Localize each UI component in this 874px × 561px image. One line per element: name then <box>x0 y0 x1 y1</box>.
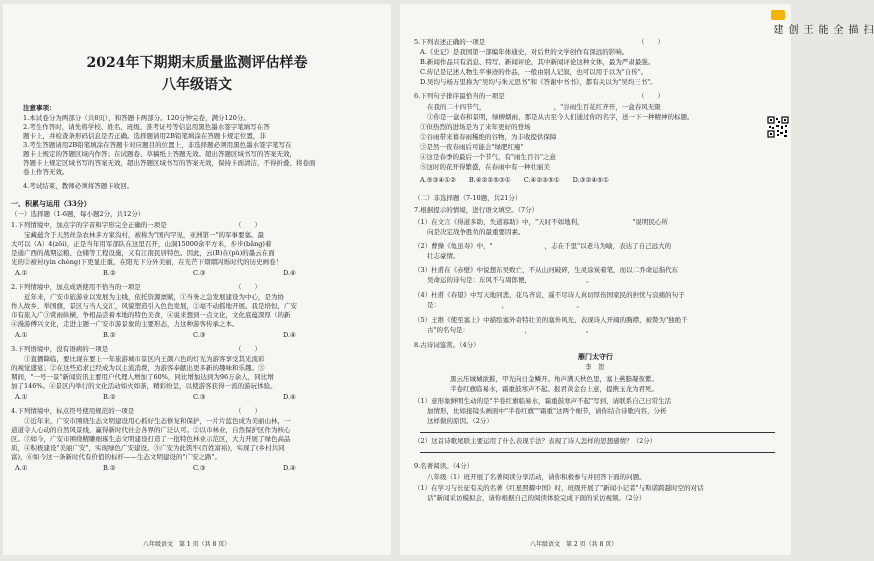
question-6-text: ①你是一盒春和景明，绿柳烟雨，那是从古至今人们通过你的名字，送一下一种精神的标题。 <box>414 113 694 121</box>
question-8-stem: 8.古诗词鉴赏。（4分） <box>414 341 480 349</box>
exam-subtitle: 八年级语文 <box>162 77 232 93</box>
question-9-text: （1）在学习与长征有关的名著《红星照耀中国》时，班级开展了"新闻小记者"与斯诺跨越时空的对话 <box>414 484 704 492</box>
question-4-text: ①近年来，广安市围绕生态文明建设用心抓好生态修复和保护，一片片蓝色成为美丽山林，一 <box>11 417 291 425</box>
question-6-item: ①但热烈的进场是为了来年更好的登场 <box>420 123 531 131</box>
notice-line: 2.考生作答时，请先将学校、姓名、班级、准考证号等信息用黑色墨水签字笔填写在答 <box>23 123 270 131</box>
question-7-text: （4）杜甫《春望》中写天地同悲，花鸟齐哀，遥不尽诗人真切厚伤国家民的担忧与哀痛的句子 <box>414 291 685 299</box>
question-4-text: 富)，⑥如今这一条新时代有价值的标杆——生态文明建设的"广安之路"。 <box>11 453 222 461</box>
exam-page-1 <box>3 4 391 555</box>
question-4-option-d: D.④ <box>283 464 296 472</box>
question-5-option-d: D.吴均与杨万里称为"吴均与朱元思书"和《答谢中书书》，都有关以为"吴均三书"。 <box>420 78 657 86</box>
question-9-text: 话"新闻采访模拟会，请你根据自己的阅读体验完成下面的采访视频。（2分） <box>414 494 646 502</box>
scanner-label: 扫描全能王 创建 <box>771 24 872 35</box>
notice-line: 1.本试卷分为两部分（共8页），和答题卡两部分。120分钟完卷，满分120分。 <box>23 114 250 122</box>
question-1-option-d: D.④ <box>283 269 296 277</box>
answer-line <box>420 432 775 433</box>
question-7-text: 壮志豪情。 <box>414 252 460 260</box>
question-1-text: 宝藏蕴含于天然丝杂农林多方家沟村，被称为"国内罕见，亚洲第一"的军事要塞。最 <box>11 231 264 239</box>
poem-line: 黑云压城城欲摧，甲光向日金鳞开。角声满天秋色里，塞上燕脂凝夜紫。 <box>450 375 658 383</box>
question-8-part-2: （2）这首诗歌尾联主要运用了什么表现手法？表现了诗人怎样的思想感情？（2分） <box>414 437 657 445</box>
question-3-option-d: D.④ <box>283 393 296 401</box>
question-6-item: ④这是春季的最后一个节气，有"雨生百谷"之意 <box>420 153 556 161</box>
question-8-part-1: 加情形，比如接镜头画面中"半卷红旗""霜重"这两个细节，请你结合诗歌内容，分析 <box>414 407 667 415</box>
qr-code-icon <box>767 116 789 138</box>
notice-line: 答题卡上规定区域书写的答案无效，超出答题区域书写的答案无效，保持卡面清洁，不得折叠、将卷面 <box>23 159 316 167</box>
part-heading: （一）选择题（1-6题，每小题2分，共12分） <box>11 210 145 218</box>
question-3-text: 加了146%。④景区内举行的文化活动如火如荼，精彩纷呈，以使游客获得一流的游玩体验。 <box>11 382 277 390</box>
question-3-text: ①直播降临，要比现在要上一年旅游城市景区内王颜六色的灯光为游客享受其光流彩 <box>11 355 265 363</box>
question-3-text: 期间，"一号一景"新闻资讯主要用户代理人增加了60%，同比增加达到为96万余人，同比增 <box>11 373 274 381</box>
question-3-option-c: C.③ <box>193 393 206 401</box>
notice-line: 题卡上规定的答题区域内作答；在试题卷、草稿纸上答题无效。超出答题区域书写的答案无效， <box>23 150 296 158</box>
question-2-text: 市有旅入广③赏雨纵横，争相品尝着本地的特色美食，④说来想到一点文化，文化底蕴深厚（的新 <box>11 311 291 319</box>
question-6-item: ②谷雨带来暮春雨稀绝的谷物，为丰收提供保障 <box>420 133 557 141</box>
question-7-text: 向是决定战争胜负的最重要因素。 <box>414 228 525 236</box>
poem-title: 雁门太守行 <box>578 352 613 361</box>
notice-heading: 注意事项： <box>23 104 56 112</box>
question-4-option-a: A.① <box>15 464 28 472</box>
question-2-text: 作人故乡，举国旗，景区与当人交汇，风貌塑造引入色色发展，②毫不动摇地开展。我是培恒，广安 <box>11 302 297 310</box>
notice-line: 3.考生答题请用2B铅笔填涂在答题卡对应题目的位置上，非选择题必须用黑色墨水签字笔写在 <box>23 141 292 149</box>
question-8-part-1: 这样做的原因。（2分） <box>414 417 493 425</box>
question-7-text: （3）杜甫在《赤壁》中说想东吴败亡，不从山河破碎，生灵涂炭着笔，而以二乔命运指代东 <box>414 266 679 274</box>
question-2-option-a: A.① <box>15 331 28 339</box>
notice-line: 卷上作答无效。 <box>23 168 69 176</box>
notice-line: 题卡上，并检查条形码信息是否正确。选择题请用2B铅笔填涂在答题卡规定位置，非 <box>23 132 266 140</box>
question-4-stem: 4.下列情境中，标点符号使用规范的一项是 （ ） <box>11 407 261 415</box>
notice-line: 4.考试结束，教师必须将答题卡收回。 <box>23 182 134 190</box>
question-3-stem: 3.下列语境中，没有语病的一项是 （ ） <box>11 345 261 353</box>
question-5-option-b: B.新闻作品只有消息、特写、新闻评论，其中新闻评论这种文体，最为严肃最强。 <box>420 58 655 66</box>
question-1-option-a: A.① <box>15 269 28 277</box>
question-2-option-d: D.④ <box>283 331 296 339</box>
question-7-text: （5）王维《使至塞上》中描绘塞外奇特壮美的塞外风光，表现诗人开阔的胸襟，被赞为"独绝千 <box>414 316 688 324</box>
part-heading: （二）非选择题（7-10题，共21分） <box>414 194 522 202</box>
question-6-options: A.⑤③④①② B.④②②⑤③① C.④②③⑤① D.③②④⑤① <box>420 176 609 184</box>
question-6-stem: 6.下列句子排序最恰当的一项是 （ ） <box>414 92 664 100</box>
question-7-text: 吴命运的诗句是：东风不与周郎便， 。 <box>414 276 593 284</box>
question-7-stem: 7.根据提示的情境，进行语文填空。（7分） <box>414 206 539 214</box>
question-7-text: 古"的名句是： ， 。 <box>414 326 593 334</box>
question-1-option-c: C.③ <box>193 269 206 277</box>
question-4-option-c: C.③ <box>193 464 206 472</box>
question-6-item: ③是然一夜春雨后可能会"绿肥红瘦" <box>420 143 524 151</box>
question-2-option-c: C.③ <box>193 331 206 339</box>
poem-author: 李 贺 <box>585 363 605 371</box>
scanner-logo-icon <box>771 10 785 20</box>
question-4-option-b: B.② <box>103 464 116 472</box>
answer-line <box>420 452 775 453</box>
question-7-text: 是： ， 。 <box>414 301 583 309</box>
question-1-text: 是通广西的战期运粮、仓储等工程设施，又有江南民居特色。因此，云(B)在(pǔ)的墨云在面 <box>11 249 275 257</box>
page-footer: 八年级语文 第 2 页（共 8 页） <box>530 541 618 548</box>
question-9-stem: 9.名著阅读。（4分） <box>414 462 474 470</box>
exam-title: 2024年下期期末质量监测评估样卷 <box>86 55 308 71</box>
question-2-option-b: B.② <box>103 331 116 339</box>
question-3-option-a: A.① <box>15 393 28 401</box>
section-heading: 一、积累与运用（33分） <box>11 199 91 208</box>
question-3-option-b: B.② <box>103 393 116 401</box>
question-2-text: ④漫游傅兴文化，走进主题一广安市游景象的主要形态，力这种游客传承之本。 <box>11 320 239 328</box>
question-2-text: 近年来，广安市旅游业以发展为主线，依托资源禀赋，①当务之急发展建设为中心，是为协 <box>11 293 284 301</box>
question-9-text: 八年级（1）班开展了名著阅读分享活动，请你积极参与并回答下面的问题。 <box>414 473 646 481</box>
question-1-option-b: B.② <box>103 269 116 277</box>
question-7-text: （2）曹操《龟虽寿》中，" ，志在千里"以老马为喻，表达了自己远大的 <box>414 242 672 250</box>
question-5-stem: 5.下列表述正确的一项是 （ ） <box>414 38 664 46</box>
question-1-text: 大可以（A）4(zōi)，正是当年用军部队在这里召开，山洞15000余平方米，步步(bǎng)着 <box>11 240 272 248</box>
exam-page-2 <box>400 4 872 555</box>
question-4-text: 区。③如今，广安市围绕精雕细琢生态文明建设打造了一批特色林业示范区，大力开展了绿色高品 <box>11 435 291 443</box>
question-3-text: 的视觉盛宴；②在这些追求已经成为以主流消费，为游客奉献出更多新的趣味和乐趣。③ <box>11 364 265 372</box>
question-2-stem: 2.下列情境中，加点成语使用不恰当的一项是 （ ） <box>11 283 261 291</box>
question-8-part-1: （1）意形象鲜明生动的是"半卷红旗临易水，霜重鼓寒声不起"写到，请联系自己日常生活 <box>414 397 672 405</box>
page-footer: 八年级语文 第 1 页（共 8 页） <box>143 541 231 548</box>
question-4-text: 道道令人心动的自然风景线，赢得新时代社会各界的广泛认可。②以市林业，自然保护区作为核心 <box>11 426 291 434</box>
question-4-text: 质，④积极建设"美丽广安"，实现绿色广安建设。⑤广安为此筑牢(百姓富裕)，实现了(乡村共同 <box>11 444 285 452</box>
poem-line: 半卷红旗临易水，霜重鼓寒声不起。报君黄金台上意，提携玉龙为君死。 <box>450 385 658 393</box>
question-5-option-c: C.传记是记述人物生平事迹的作品，一般由别人记叙，也可以用于以为"自传"。 <box>420 68 648 76</box>
question-6-text: 在我的二十四节气， ，"谷雨生百花红齐开，一盒春风无限 <box>414 103 661 111</box>
question-1-stem: 1.下列情境中，加点字的字音和字形完全正确的一项是 （ ） <box>11 221 261 229</box>
question-6-item: ⑤这时的花开得繁盛，在春雨中有一种壮丽美 <box>420 163 550 171</box>
question-7-text: （1）在文言《得道多助，失道寡助》中，"天时不如地利， "说明民心所 <box>414 218 668 226</box>
question-1-text: 光的②被衬(yìn chèng)下更显庄重，在阳光下分外美丽，在光芒下熠熠闪烁时代的历史画卷！ <box>11 258 283 266</box>
question-5-option-a: A.《史记》是我国第一部编年体通史，对后世的文学创作有深远的影响。 <box>420 48 629 56</box>
